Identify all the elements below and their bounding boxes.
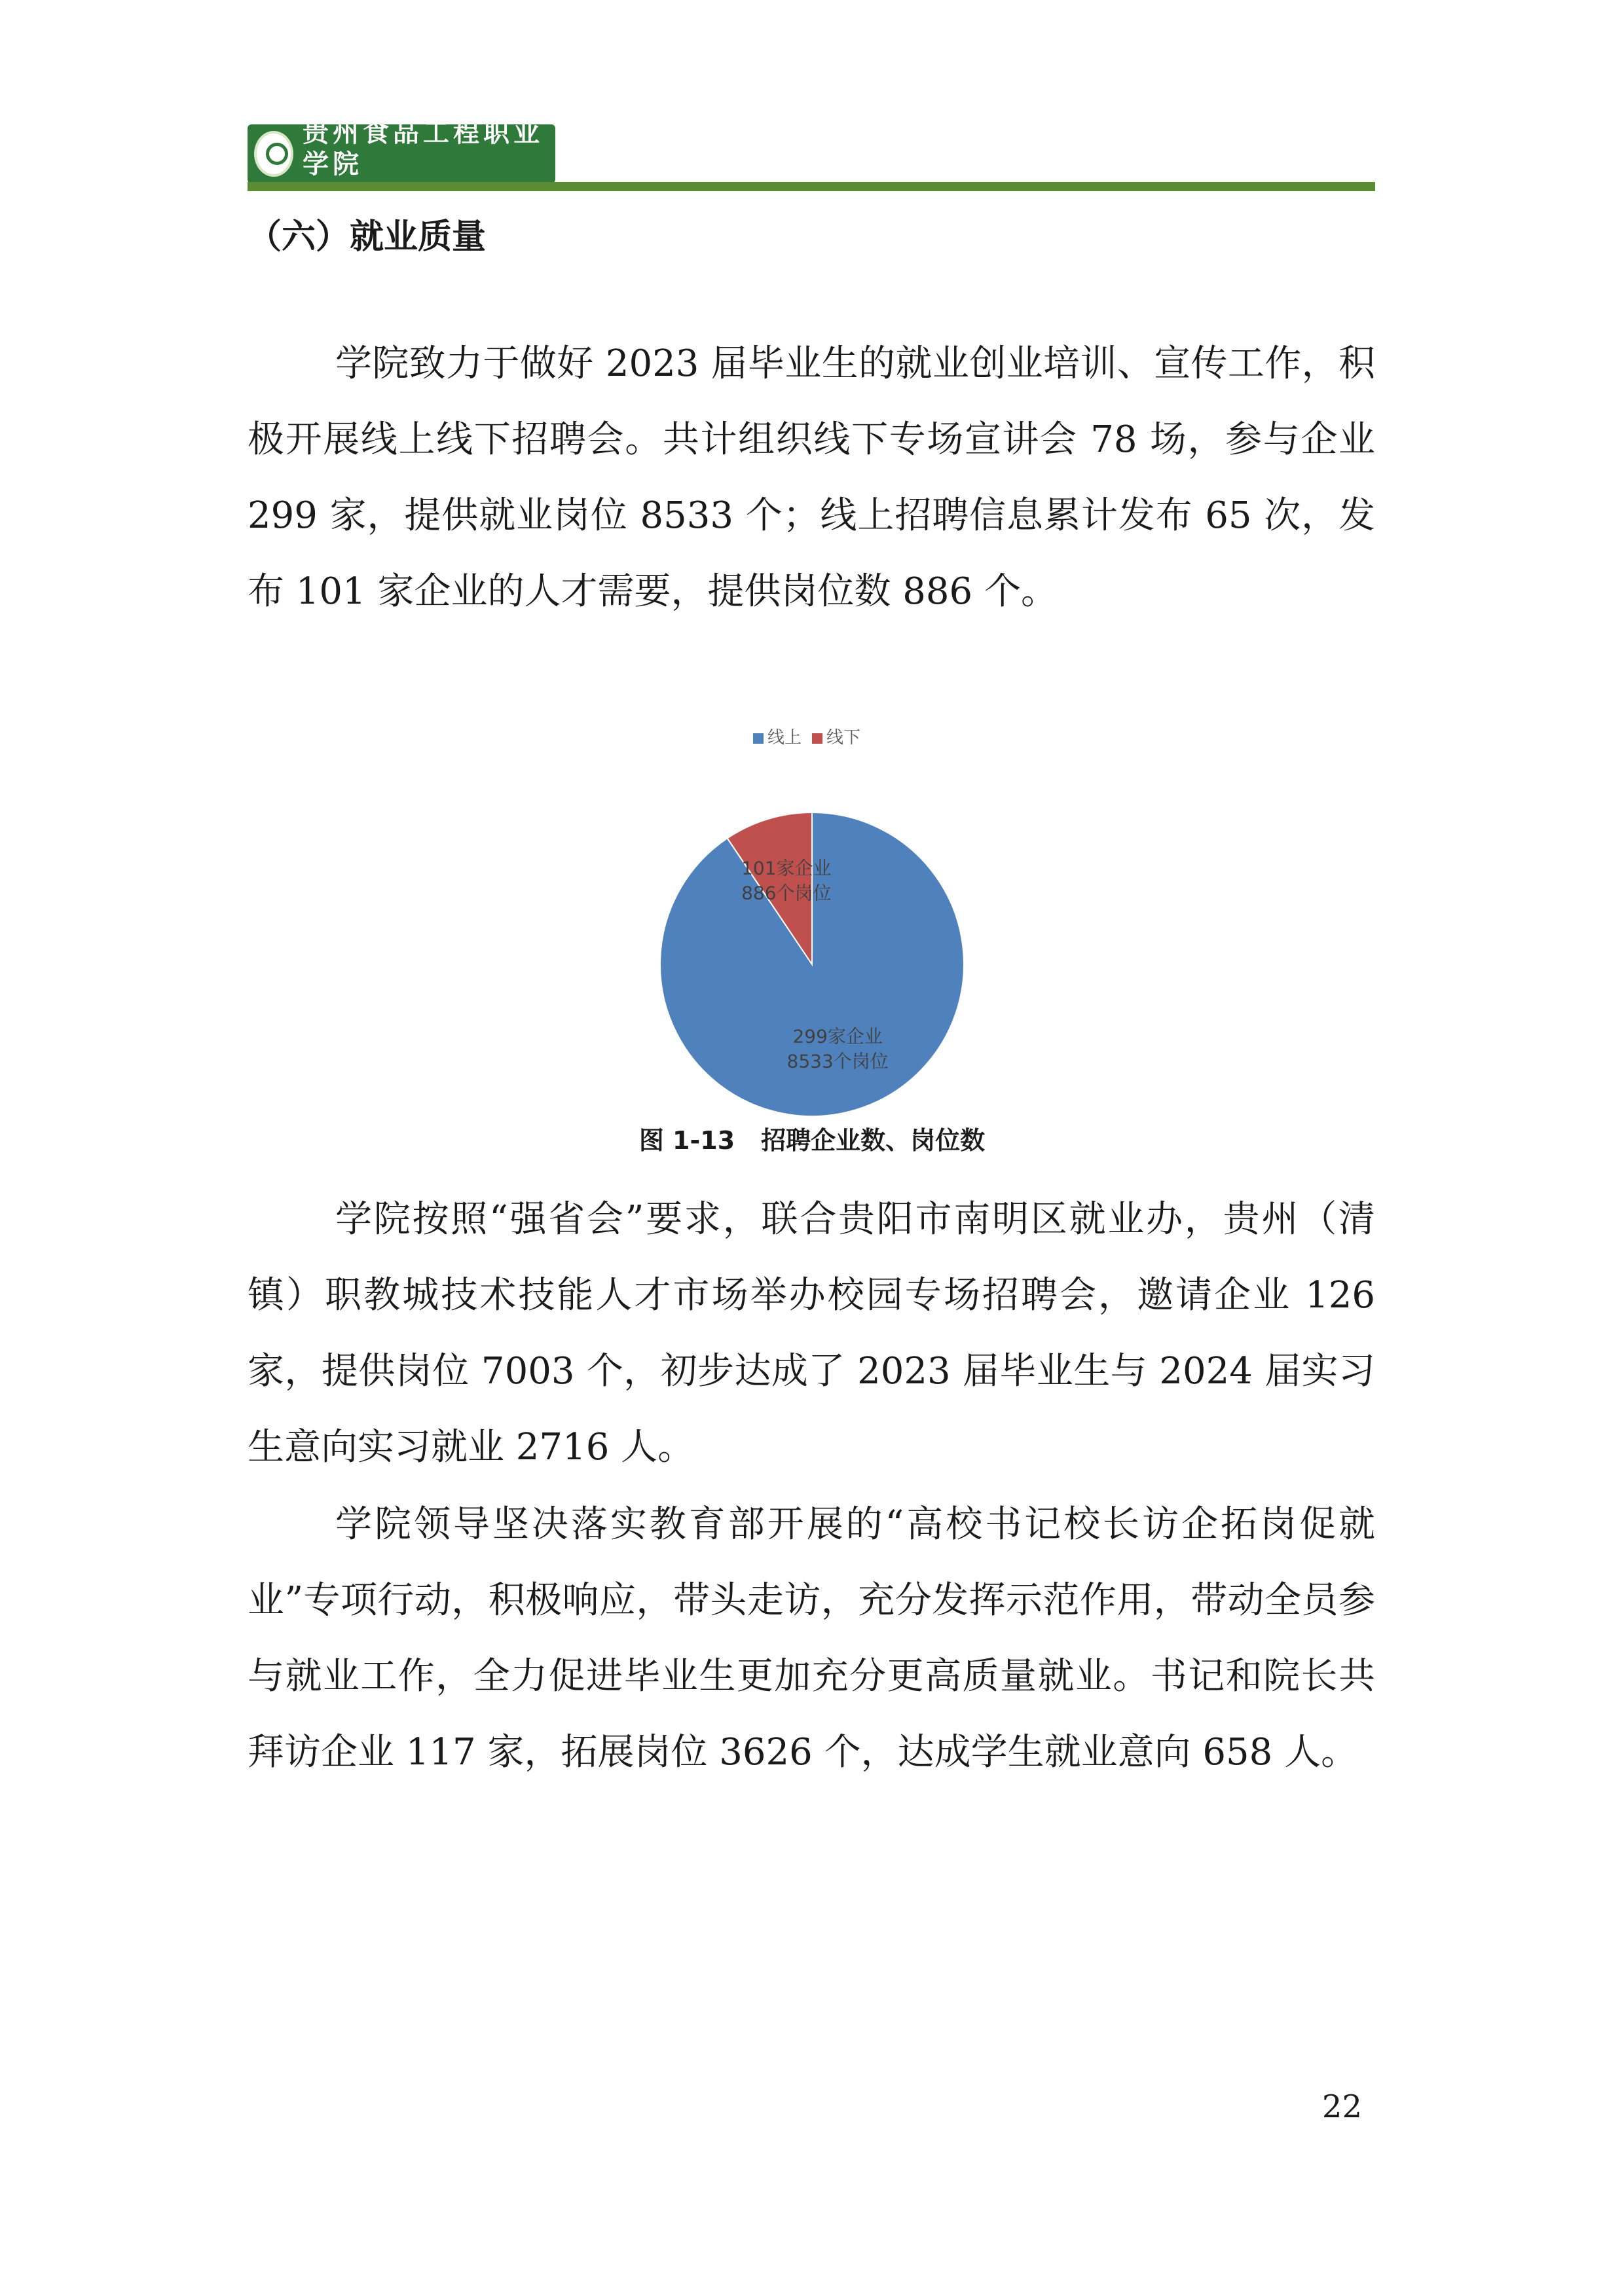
pie-label-2-line-2: 886个岗位	[741, 882, 832, 904]
logo-name-cn: 贵州食品工程职业学院	[303, 117, 544, 179]
figure-caption-number: 图 1-13	[638, 1126, 735, 1155]
section-title: （六）就业质量	[248, 217, 487, 257]
pie-label-1-line-2: 8533个岗位	[786, 1050, 889, 1072]
college-logo	[248, 117, 555, 183]
page-number: 22	[1321, 2088, 1362, 2125]
pie-chart	[642, 720, 982, 1126]
header-divider	[248, 182, 1375, 191]
legend-label-1: 线上	[767, 728, 802, 748]
pie-label-2-line-1: 101家企业	[741, 857, 832, 879]
figure-caption	[0, 1121, 1624, 1160]
figure-caption-title: 招聘企业数、岗位数	[761, 1126, 986, 1155]
chart-legend	[753, 728, 860, 748]
legend-swatch-1	[753, 733, 764, 744]
legend-swatch-2	[812, 733, 822, 744]
pie-label-1-line-1: 299家企业	[792, 1025, 883, 1048]
paragraph-2: 学院按照“强省会”要求，联合贵阳市南明区就业办，贵州（清镇）职教城技术技能人才市场举办校园专场招聘会，邀请企业 126 家，提供岗位 7003 个，初步达成了 2023 届毕业生与 2024 届实习生意向实习就业 2716 人。	[248, 1198, 1375, 1468]
paragraph-3: 学院领导坚决落实教育部开展的“高校书记校长访企拓岗促就业”专项行动，积极响应，带头走访，充分发挥示范作用，带动全员参与就业工作，全力促进毕业生更加充分更高质量就业。书记和院长共拜访企业 117 家，拓展岗位 3626 个，达成学生就业意向 658 人。	[248, 1503, 1375, 1774]
legend-label-2: 线下	[826, 728, 861, 748]
pie-chart-svg	[642, 720, 982, 1126]
paragraph-1: 学院致力于做好 2023 届毕业生的就业创业培训、宣传工作，积极开展线上线下招聘会。共计组织线下专场宣讲会 78 场，参与企业 299 家，提供就业岗位 8533 个；线上招聘信息累计发布 65 次，发布 101 家企业的人才需要，提供岗位数 886 个。	[248, 342, 1375, 613]
logo-text-block	[303, 117, 555, 191]
college-emblem-icon	[254, 131, 293, 177]
